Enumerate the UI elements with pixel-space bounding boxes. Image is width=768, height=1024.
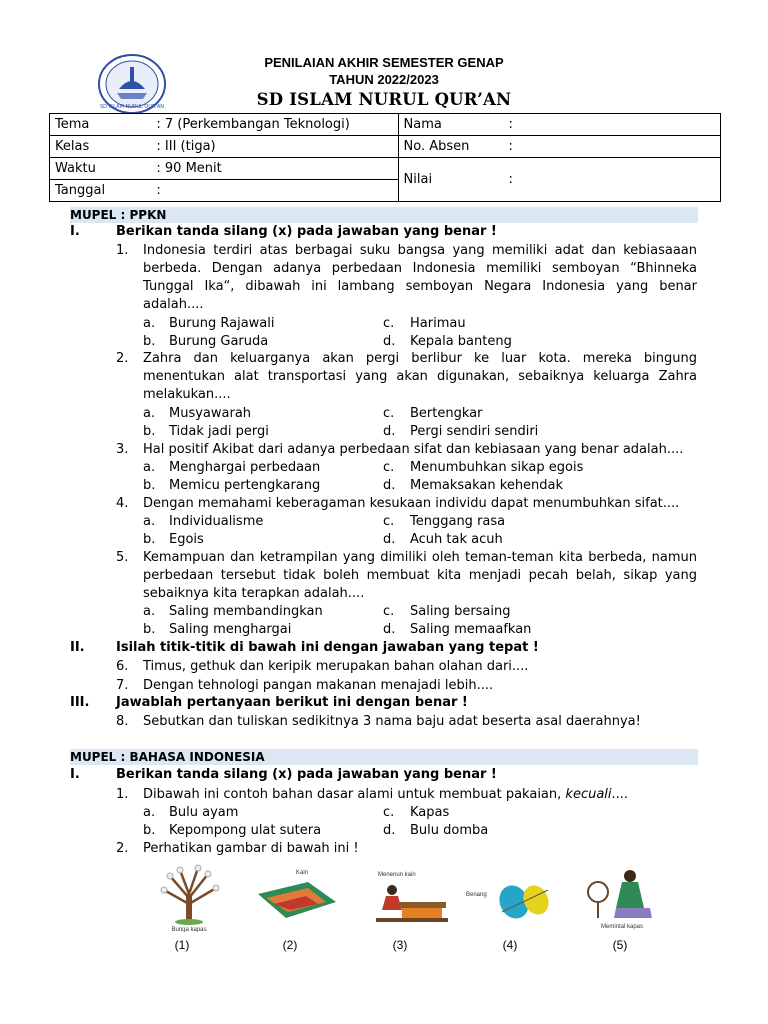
question-number: 1.	[116, 787, 129, 802]
exam-year: TAHUN 2022/2023	[329, 72, 439, 87]
svg-text:Memintal kapas: Memintal kapas	[600, 924, 644, 930]
option-letter: b.	[143, 424, 156, 439]
option-letter: a.	[143, 604, 156, 619]
option-letter: a.	[143, 805, 156, 820]
thread-image	[462, 864, 562, 932]
svg-text:Benang: Benang	[466, 892, 487, 898]
question-number: 5.	[116, 550, 129, 565]
picture-label: (3)	[392, 938, 408, 952]
section-ppkn-title: MUPEL : PPKN	[70, 207, 698, 223]
option-b[interactable]: Kepompong ulat sutera	[169, 823, 322, 838]
option-letter: a.	[143, 316, 156, 331]
fabric-image	[248, 864, 348, 932]
option-letter: d.	[383, 823, 396, 838]
option-letter: d.	[383, 532, 396, 547]
svg-text:Bunga kapas: Bunga kapas	[171, 927, 207, 932]
question-text: Dibawah ini contoh bahan dasar alami untuk membuat pakaian, kecuali....	[143, 787, 629, 802]
option-letter: b.	[143, 823, 156, 838]
option-c[interactable]: Bertengkar	[410, 406, 483, 421]
option-b[interactable]: Tidak jadi pergi	[169, 424, 269, 439]
picture-label: (1)	[174, 938, 190, 952]
question-text: Zahra dan keluarganya akan pergi berlibur ke luar kota. mereka bingung menentukan alat transportasi yang akan digunakan, sebaiknya keluarga Zahra melakukan....	[143, 351, 697, 402]
question-text: Perhatikan gambar di bawah ini !	[143, 841, 359, 856]
section-num: III.	[70, 695, 90, 710]
section-bi-title: MUPEL : BAHASA INDONESIA	[70, 749, 698, 765]
option-c[interactable]: Saling bersaing	[410, 604, 511, 619]
option-letter: b.	[143, 532, 156, 547]
option-a[interactable]: Saling membandingkan	[169, 604, 323, 619]
svg-text:Menenun kain: Menenun kain	[378, 872, 416, 878]
question-number: 7.	[116, 678, 129, 693]
weaving-image	[362, 864, 462, 932]
cotton-plant-image	[140, 864, 240, 932]
question-number: 2.	[116, 351, 129, 366]
question-number: 4.	[116, 496, 129, 511]
exam-title: PENILAIAN AKHIR SEMESTER GENAP	[264, 55, 504, 70]
question-text: Sebutkan dan tuliskan sedikitnya 3 nama baju adat beserta asal daerahnya!	[143, 714, 641, 729]
spinning-image	[572, 864, 672, 932]
question-text: Indonesia terdiri atas berbagai suku bangsa yang memiliki adat dan kebiasaaan berbeda. Dengan adanya perbedaan Indonesia memiliki semboyan “Bhinneka Tunggal Ika“, dibawah ini lambang semboyan Negara Indonesia yang benar adalah....	[143, 243, 697, 312]
section-heading: Berikan tanda silang (x) pada jawaban yang benar !	[116, 224, 497, 239]
absen-cell[interactable]: No. Absen :	[398, 136, 720, 158]
kelas-label: Kelas	[50, 136, 152, 158]
school-name: SD ISLAM NURUL QUR’AN	[256, 90, 512, 109]
option-letter: d.	[383, 424, 396, 439]
picture-label: (4)	[502, 938, 518, 952]
option-b[interactable]: Burung Garuda	[169, 334, 269, 349]
option-letter: b.	[143, 478, 156, 493]
svg-text:Kain: Kain	[296, 870, 309, 876]
question-text: Kemampuan dan ketrampilan yang dimiliki oleh teman-teman kita berbeda, namun perbedaan tersebut tidak boleh membuat kita menjadi pecah belah, sikap yang sebaiknya kita terapkan adalah....	[143, 550, 697, 601]
question-number: 1.	[116, 243, 129, 258]
tanggal-value: :	[151, 180, 398, 202]
option-letter: d.	[383, 622, 396, 637]
waktu-value: : 90 Menit	[151, 158, 398, 180]
option-d[interactable]: Kepala banteng	[410, 334, 512, 349]
option-letter: c.	[383, 460, 395, 475]
option-d[interactable]: Pergi sendiri sendiri	[410, 424, 539, 439]
option-d[interactable]: Acuh tak acuh	[410, 532, 503, 547]
option-letter: a.	[143, 514, 156, 529]
question-number: 6.	[116, 659, 129, 674]
option-c[interactable]: Tenggang rasa	[410, 514, 506, 529]
option-a[interactable]: Bulu ayam	[169, 805, 239, 820]
option-letter: c.	[383, 604, 395, 619]
option-d[interactable]: Saling memaafkan	[410, 622, 532, 637]
section-num: I.	[70, 767, 80, 782]
question-text: Hal positif Akibat dari adanya perbedaan sifat dan kebiasaan yang benar adalah....	[143, 442, 684, 457]
option-a[interactable]: Musyawarah	[169, 406, 252, 421]
option-b[interactable]: Egois	[169, 532, 204, 547]
nilai-cell[interactable]: Nilai :	[398, 158, 720, 202]
section-heading: Berikan tanda silang (x) pada jawaban yang benar !	[116, 767, 497, 782]
tema-label: Tema	[50, 114, 152, 136]
picture-label: (5)	[612, 938, 628, 952]
option-c[interactable]: Menumbuhkan sikap egois	[410, 460, 584, 475]
option-letter: c.	[383, 316, 395, 331]
question-number: 3.	[116, 442, 129, 457]
svg-text:SD ISLAM NURUL QUR'AN: SD ISLAM NURUL QUR'AN	[100, 104, 164, 110]
question-text: Dengan tehnologi pangan makanan menajadi lebih....	[143, 678, 494, 693]
section-heading: Isilah titik-titik di bawah ini dengan jawaban yang tepat !	[116, 640, 539, 655]
option-a[interactable]: Individualisme	[169, 514, 264, 529]
tanggal-label: Tanggal	[50, 180, 152, 202]
section-heading: Jawablah pertanyaan berikut ini dengan benar !	[116, 695, 468, 710]
tema-value: : 7 (Perkembangan Teknologi)	[151, 114, 398, 136]
option-a[interactable]: Menghargai perbedaan	[169, 460, 321, 475]
option-letter: a.	[143, 406, 156, 421]
option-letter: a.	[143, 460, 156, 475]
question-number: 2.	[116, 841, 129, 856]
waktu-label: Waktu	[50, 158, 152, 180]
nama-cell[interactable]: Nama :	[398, 114, 720, 136]
option-letter: b.	[143, 622, 156, 637]
question-text: Dengan memahami keberagaman kesukaan individu dapat menumbuhkan sifat....	[143, 496, 680, 511]
section-num: I.	[70, 224, 80, 239]
student-info-table	[49, 113, 721, 202]
question-number: 8.	[116, 714, 129, 729]
picture-label: (2)	[282, 938, 298, 952]
option-d[interactable]: Bulu domba	[410, 823, 489, 838]
question-text: Timus, gethuk dan keripik merupakan bahan olahan dari....	[143, 659, 529, 674]
option-letter: c.	[383, 805, 395, 820]
kelas-value: : III (tiga)	[151, 136, 398, 158]
option-a[interactable]: Burung Rajawali	[169, 316, 275, 331]
option-letter: c.	[383, 514, 395, 529]
option-c[interactable]: Harimau	[410, 316, 466, 331]
option-letter: b.	[143, 334, 156, 349]
option-letter: c.	[383, 406, 395, 421]
option-letter: d.	[383, 478, 396, 493]
option-b[interactable]: Memicu pertengkarang	[169, 478, 321, 493]
option-d[interactable]: Memaksakan kehendak	[410, 478, 564, 493]
option-c[interactable]: Kapas	[410, 805, 450, 820]
section-num: II.	[70, 640, 85, 655]
option-b[interactable]: Saling menghargai	[169, 622, 292, 637]
option-letter: d.	[383, 334, 396, 349]
